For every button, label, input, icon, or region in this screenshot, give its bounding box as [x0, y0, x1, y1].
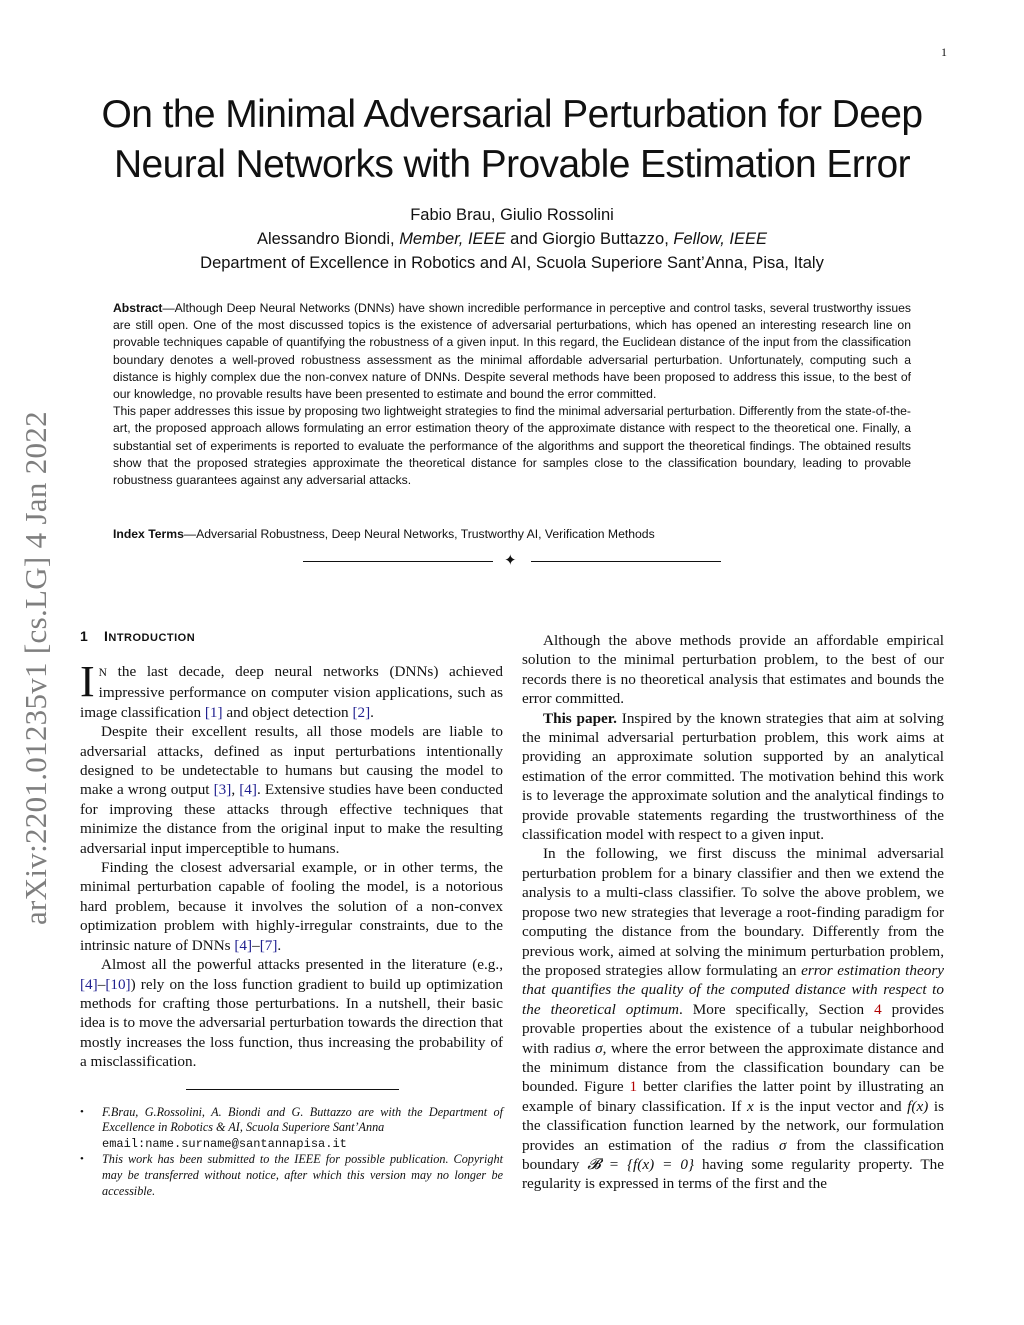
right-paragraph-3: [522, 844, 944, 1193]
divider-line-right: [531, 561, 721, 562]
author-names-line-1: Fabio Brau, Giulio Rossolini: [410, 206, 614, 224]
abstract-paragraph-2: This paper addresses this issue by proposing two lightweight strategies to find the minimal adversarial perturbation. Differently from the state-of-the-art, the proposed approach allows formulating an error estimation theory of the approximate distance with respect to the theoretical one. Finally, a substantial set of experiments is reported to evaluate the performance of the algorithms and support the theoretical findings. The obtained results show that the proposed strategies approximate the theoretical distance for samples close to the classification boundary, leading to provable robustness guarantees against any adversarial attacks.: [113, 404, 911, 488]
right-paragraph-2: [522, 709, 944, 845]
footnote-bullet: •: [80, 1105, 84, 1118]
intro-paragraph-2: [80, 722, 503, 858]
paper-title: [60, 90, 964, 190]
footnote-affiliation: [80, 1105, 503, 1153]
divider-diamond-icon: ✦: [504, 553, 517, 569]
p2-text: Despite their excellent results, all those models are liable to adversarial attacks, defined as input perturbations intentionally designed to be undetectable to humans but causing the model to make a wrong output: [80, 723, 503, 799]
p3r-f: is the input vector and: [753, 1097, 908, 1115]
divider-line-left: [303, 561, 493, 562]
footnote-submission: [80, 1152, 503, 1199]
citation-link[interactable]: [2]: [352, 703, 371, 721]
left-column: [80, 628, 503, 1199]
p3r-c: provides provable properties about the existence of a tubular neighborhood with radius: [522, 1000, 944, 1057]
author-block: [60, 203, 964, 275]
page-number: 1: [941, 45, 947, 59]
section-number: 1: [80, 628, 89, 644]
p3-dash: –: [252, 936, 260, 954]
p3-end: .: [277, 936, 282, 954]
author-buttazzo: and Giorgio Buttazzo,: [505, 230, 674, 248]
right-column: [522, 631, 944, 1194]
x-symbol: x: [746, 1097, 754, 1115]
fx-symbol: f(x): [907, 1097, 929, 1115]
p3r-i: having some regularity property. The regularity is expressed in terms of the first and the: [522, 1155, 944, 1193]
p3r-g: is the classification function learned by the network, our formulation provides an estimation of the radius: [522, 1097, 944, 1154]
index-terms-text: —Adversarial Robustness, Deep Neural Networks, Trustworthy AI, Verification Methods: [183, 527, 655, 541]
section-title-initial: I: [104, 628, 109, 644]
footnote-email[interactable]: email:name.surname@santannapisa.it: [102, 1136, 347, 1151]
footnotes: [80, 1105, 503, 1200]
p1-text: the last decade, deep neural networks (DNNs) achieved impressive performance on computer vision applications, such as image classification: [80, 663, 503, 721]
sigma-symbol: σ: [778, 1136, 787, 1154]
figure-reference-link[interactable]: 1: [629, 1078, 638, 1096]
p4-dash: –: [97, 975, 106, 993]
right-paragraph-1: Although the above methods provide an affordable empirical solution to the minimal perturbation problem, to the best of our records there is no theoretical analysis that estimates and bounds the error committed.: [522, 632, 944, 708]
p3r-emphasis: error estimation theory that quantifies the quality of the computed distance with respect to the theoretical optimum: [522, 961, 944, 1018]
footnote-1-text: F.Brau, G.Rossolini, A. Biondi and G. Buttazzo are with the Department of Excellence in Robotics & AI, Scuola Superiore Sant’Anna: [102, 1104, 503, 1135]
p3r-a: In the following, we first discuss the minimal adversarial perturbation problem for a binary classifier and then we extend the analysis to a multi-class classifier. To solve the above problem, we propose two new strategies that leverage a root-finding paradigm for computing the distance from the boundary. Differently from the previous work, aimed at solving the minimum perturbation problem, the proposed strategies allow formulating an: [522, 845, 944, 979]
abstract-text-1: —Although Deep Neural Networks (DNNs) have shown incredible performance in perceptive and control tasks, several trustworthy issues are still open. One of the most discussed topics is the existence of adversarial perturbations, which has opened an interesting research line on provable techniques capable of quantifying the robustness of a given input. In this regard, the Euclidean distance of the input from the classification boundary denotes a well-proved robustness assessment as the minimal affordable adversarial perturbation. Unfortunately, computing such a distance is highly complex due the non-convex nature of DNNs. Despite several methods have been proposed to address this issue, to the best of our knowledge, no provable results have been presented to estimate and bound the error committed.: [113, 301, 911, 402]
citation-link[interactable]: [1]: [204, 703, 223, 721]
author-biondi: Alessandro Biondi,: [257, 230, 400, 248]
section-reference-link[interactable]: 4: [874, 1000, 882, 1018]
citation-link[interactable]: [4]: [80, 975, 98, 993]
footnote-rule: [186, 1089, 399, 1090]
affiliation: Department of Excellence in Robotics and AI, Scuola Superiore Sant’Anna, Pisa, Italy: [200, 254, 824, 272]
boundary-formula: 𝓑 = {f(x) = 0}: [587, 1155, 695, 1173]
drop-cap: I: [80, 657, 95, 706]
abstract-paragraph-1: [113, 300, 911, 403]
citation-link[interactable]: [10]: [105, 975, 131, 993]
footnote-bullet: •: [80, 1153, 84, 1166]
p1-end: .: [370, 703, 374, 721]
p3r-e: better clarifies the latter point by illustrating an example of binary classification. If: [522, 1078, 944, 1115]
citation-link[interactable]: [4]: [239, 781, 257, 799]
intro-paragraph-3: [80, 858, 503, 955]
citation-link[interactable]: [7]: [259, 936, 278, 954]
title-line-2: Neural Networks with Provable Estimation Error: [113, 143, 910, 186]
intro-paragraph-4: [80, 955, 503, 1071]
p2-sep: ,: [231, 781, 240, 799]
p1-mid: and object detection: [222, 703, 353, 721]
this-paper-label: This paper.: [543, 709, 617, 727]
abstract-label: Abstract: [113, 301, 163, 315]
intro-paragraph-1: [80, 657, 503, 722]
title-line-1: On the Minimal Adversarial Perturbation for Deep: [101, 93, 923, 136]
p4-text-a: Almost all the powerful attacks presented in the literature (e.g.,: [101, 956, 503, 974]
p2-end: . Extensive studies have been conducted for improving these attacks through effective techniques that minimize the distance from the original input to make the resulting adversarial input imperceptible to humans.: [80, 781, 503, 857]
citation-link[interactable]: [3]: [213, 781, 232, 799]
section-heading: [80, 628, 503, 648]
footnote-2-text: This work has been submitted to the IEEE for possible publication. Copyright may be transferred without notice, after which this version may no longer be accessible.: [102, 1152, 503, 1198]
section-title-rest: NTRODUCTION: [108, 632, 196, 644]
p4-text-b: ) rely on the loss function gradient to build up optimization methods for crafting those perturbations. In a nutshell, their basic idea is to move the adversarial perturbation towards the direction that mostly increases the loss function, thus increasing the probability of a misclassification.: [80, 975, 503, 1071]
index-terms-label: Index Terms: [113, 527, 184, 541]
p2-right-text: Inspired by the known strategies that aim at solving the minimal adversarial perturbation problem, this work aims at providing an approximate solution supported by an analytical estimation of the error committed. The motivation behind this work is to leverage the approximate solution and the analytical findings to provide provable statements regarding the trustworthiness of the classification model with respect to a given input.: [522, 709, 944, 844]
p3r-h: from the classification boundary: [522, 1136, 944, 1173]
smallcaps-lead: N: [98, 667, 107, 679]
sigma-symbol: σ: [595, 1039, 603, 1057]
abstract: [113, 300, 911, 489]
citation-link[interactable]: [4]: [234, 936, 253, 954]
author-names-line-2: [60, 227, 964, 251]
index-terms: [113, 526, 911, 543]
arxiv-identifier-stamp: arXiv:2201.01235v1 [cs.LG] 4 Jan 2022: [18, 411, 53, 925]
member-ieee-title: Member, IEEE: [399, 230, 506, 248]
fellow-ieee-title: Fellow, IEEE: [673, 230, 767, 248]
p3r-d: , where the error between the approximate distance and the minimum distance from the classification boundary can be bounded. Figure: [522, 1039, 944, 1096]
p3r-b: . More specifically, Section: [678, 1000, 875, 1018]
p3-text: Finding the closest adversarial example, or in other terms, the minimal perturbation capable of fooling the model, is a notorious hard problem, because it involves the solution of a non-convex optimization problem with highly-irregular constraints, due to the intrinsic nature of DNNs: [80, 859, 503, 954]
section-divider: [303, 553, 721, 569]
